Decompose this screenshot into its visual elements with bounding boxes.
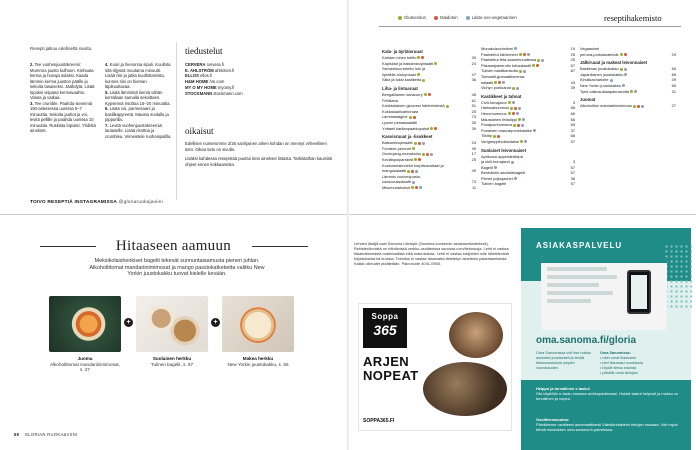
- diet-dot-icon: [633, 105, 636, 108]
- index-page-number: 73: [471, 114, 476, 120]
- legend-item: Gluteeniton: [398, 15, 426, 20]
- index-page-number: 39: [471, 125, 476, 131]
- index-page-number: 3: [572, 159, 575, 165]
- item-caption: [136, 356, 208, 367]
- phone-icon: [627, 270, 651, 314]
- oikaisut-paragraph: Edellisen numeromme 2/26 vanhjainen aihen kohdan on mennyt virheellinen tieto. Oikea tieto on sivulla.: [185, 141, 327, 152]
- index-page-number: 39: [671, 77, 676, 83]
- diet-dot-icon: [422, 79, 425, 82]
- index-page-number: 45: [471, 91, 476, 97]
- page-fold: [347, 0, 349, 450]
- legend-dot-icon: [398, 16, 402, 20]
- diet-dot-icon: [434, 62, 437, 65]
- index-entry[interactable]: Japanilainen juustokakku 65: [580, 71, 676, 77]
- index-page-number: 49: [471, 168, 476, 174]
- contact-row: H&M HOME hm.com: [185, 79, 225, 85]
- index-page-number: 65: [671, 66, 676, 72]
- diet-dot-icon: [524, 140, 527, 143]
- soppa365-ad[interactable]: [358, 303, 512, 431]
- index-title: reseptihakemisto: [604, 13, 662, 23]
- index-entry[interactable]: Punajuurihummus 65: [481, 122, 575, 128]
- index-page-number: 57: [570, 181, 575, 187]
- diet-dot-icon: [511, 161, 514, 164]
- index-entry[interactable]: Bagelit 57: [481, 164, 575, 170]
- diet-dot-icon: [424, 93, 427, 96]
- diet-dot-icon: [411, 170, 414, 173]
- index-category-heading: Juomat: [580, 97, 596, 103]
- diet-dot-icon: [428, 93, 431, 96]
- index-page-number: 57: [570, 170, 575, 176]
- index-entry[interactable]: lipstiklie-rückynsaat 47: [382, 71, 476, 77]
- ad-headline-1: ARJEN: [363, 354, 410, 369]
- diet-dot-icon: [493, 135, 496, 138]
- index-page-number: 57: [570, 138, 575, 144]
- index-entry[interactable]: Pienet pojisqachet 36: [481, 175, 575, 181]
- index-page-number: 39: [570, 85, 575, 91]
- contact-row: STOCKMANN stockmann.com: [185, 90, 243, 96]
- e-invoice-info: [536, 387, 682, 402]
- index-category-heading: Liha- ja lintuaruat: [382, 85, 418, 91]
- index-page-number: 17: [471, 151, 476, 157]
- index-entry[interactable]: Kapisidot ja balsamicopinaatti 24: [382, 60, 476, 66]
- index-page-number: 65: [671, 71, 676, 77]
- diet-dot-icon: [522, 118, 525, 121]
- instagram-handle: @gloriaruokajaviini: [118, 200, 163, 205]
- recipe-step: 2. Tee vuohenjuustokreemi: Murenna juusto kulhoon. Kiehauta kerma ja hunaja sulaksi. Kaada lämmin kerma juuston päälle ja sekoita tasaiseksi. Jäähdytä. Lisää lopuksi vispatut kermavaahto. Valuta ja vatkaa.: [30, 62, 95, 100]
- index-page-number: 51: [471, 103, 476, 109]
- index-entry[interactable]: Tulisen basilikarisotto 87: [481, 68, 575, 74]
- index-entry[interactable]: Tulinen bagelit 57: [481, 181, 575, 187]
- food-bowl-image: [449, 312, 503, 358]
- item-name: Juoma: [77, 356, 93, 361]
- instagram-label: TOIVO RESEPTIÄ INSTAGRAMISSA: [30, 200, 117, 205]
- service-feature-item: • näet omat tilauksesi: [600, 355, 636, 360]
- legend-dot-icon: [466, 16, 470, 20]
- index-page-number: 36: [471, 77, 476, 83]
- index-entry[interactable]: salaatti 43: [481, 79, 575, 85]
- diet-dot-icon: [520, 140, 523, 143]
- diet-dot-icon: [637, 105, 640, 108]
- index-page-number: 47: [471, 71, 476, 77]
- index-page-number: 57: [570, 62, 575, 68]
- diet-dot-icon: [532, 64, 535, 67]
- instagram-prompt: [30, 200, 175, 205]
- diet-legend: [398, 15, 517, 20]
- cheesecake-photo: [222, 296, 294, 352]
- diet-dot-icon: [620, 53, 623, 56]
- recipe-steps: [30, 62, 172, 139]
- legend-item: Maidoton: [434, 15, 458, 20]
- diet-dot-icon: [411, 186, 414, 189]
- index-page-number: 25: [570, 51, 575, 57]
- address-change-heading: Osoitteenmuutos:: [536, 417, 570, 422]
- diet-dot-icon: [641, 105, 644, 108]
- index-entry[interactable]: Bengalilainen karacurry 45: [382, 91, 476, 97]
- index-page-number: 30: [471, 55, 476, 60]
- index-entry[interactable]: couscoussalaatti 73: [382, 179, 476, 185]
- index-page-number: 57: [570, 164, 575, 170]
- contact-link[interactable]: ellos.fi: [200, 73, 213, 79]
- contact-link[interactable]: cervera.fi: [206, 62, 224, 67]
- recipe-step: 3. Tee crumble. Paahda siemeniä 150-asteisessa uunissa 5–7 minuuttia. Sekoita jauhot ja voi, levitä pellille ja paahda uunissa 10 minuuttia. Ruskista lopuksi. Yhdistä ainekset.: [30, 100, 96, 133]
- diet-dot-icon: [518, 118, 521, 121]
- diet-dot-icon: [415, 170, 418, 173]
- service-features-heading: Oma Sanomissa:: [600, 351, 631, 355]
- drink-photo: [49, 296, 121, 352]
- diet-dot-icon: [430, 127, 433, 130]
- index-entry[interactable]: Kevätspulparramit 25: [382, 156, 476, 162]
- index-page-number: 29: [671, 51, 676, 57]
- diet-dot-icon: [527, 53, 530, 56]
- item-name: Makea herkku: [242, 356, 274, 361]
- feature-title: Hitaaseen aamuun: [115, 238, 232, 254]
- index-page-number: 65: [671, 82, 676, 88]
- oikaisut-text: [185, 141, 335, 171]
- diet-dot-icon: [513, 124, 516, 127]
- bagel-photo: [136, 296, 208, 352]
- diet-dot-icon: [523, 53, 526, 56]
- diet-dot-icon: [426, 153, 429, 156]
- tiedustelut-heading: tiedustelut: [185, 46, 223, 56]
- index-entry[interactable]: Gochujang-munakoiso 17: [382, 151, 476, 157]
- magazine-name: GLORIAN RUOKA&VIINI: [24, 432, 78, 437]
- diet-dot-icon: [418, 158, 421, 161]
- index-entry[interactable]: Kukkakaalicarbonara 25: [382, 108, 476, 114]
- title-underline: [379, 26, 681, 27]
- index-column-2: [481, 46, 575, 187]
- index-page-number: 27: [671, 103, 676, 109]
- index-entry[interactable]: Vichyn porkkanat 39: [481, 85, 575, 91]
- recipe-step: 7. Levitä vuohenjuustokreemiä lautaselle. Lisää risottoa ja crumblea. Viimeistele ruohosipulilla.: [105, 122, 172, 139]
- diet-dot-icon: [421, 56, 424, 59]
- index-entry[interactable]: Maustainen fetadippi 66: [481, 116, 575, 122]
- contacts-list: [185, 62, 335, 96]
- recipe-step: 6. Lisää voi, parmesaani ja basilikapyreetä. Mausta suolalla ja pippurilla.: [105, 106, 169, 122]
- index-page-number: 66: [570, 133, 575, 139]
- index-entry[interactable]: Verigreippihollandaise 57: [481, 138, 575, 144]
- diet-dot-icon: [514, 177, 517, 180]
- diet-dot-icon: [516, 112, 519, 115]
- index-entry[interactable]: mangosalaatti 49: [382, 168, 476, 174]
- index-page-number: 25: [471, 108, 476, 114]
- diet-dot-icon: [414, 142, 417, 145]
- index-entry[interactable]: Siika ja tuksi kastiketta 36: [382, 77, 476, 83]
- diet-dot-icon: [624, 53, 627, 56]
- contact-row: MY O MY HOME myomy.fi: [185, 84, 235, 90]
- diet-dot-icon: [414, 158, 417, 161]
- index-category-heading: Kastikkeet ja tahnat: [481, 93, 522, 99]
- dot-pattern-decoration: [664, 244, 692, 308]
- diet-dot-icon: [518, 107, 521, 110]
- diet-dot-icon: [541, 59, 544, 62]
- item-caption: [49, 356, 121, 373]
- feature-subtitle: Meksikolaishenkiset bagelit tekevät sunnuntaiaamusta pienen juhlan. Alkoholittomat mandariinimimosat ja mango passiokatkeketta valitku New Yorkin juustokakku tuovat kielelle kevään.: [89, 258, 265, 278]
- index-page-number: 24: [471, 140, 476, 146]
- diet-dot-icon: [497, 135, 500, 138]
- diet-dot-icon: [512, 101, 515, 104]
- diet-dot-icon: [533, 129, 536, 132]
- item-desc: Tulinen bagelit, s. 57: [150, 361, 194, 367]
- ad-headline-2: NOPEAT: [363, 368, 419, 383]
- diet-dot-icon: [630, 90, 633, 93]
- index-entry[interactable]: Munakoisochnitzel 19: [481, 46, 575, 51]
- legend-dot-icon: [434, 16, 438, 20]
- index-entry[interactable]: Kreikkalainen glouvesi härärnintestä 51: [382, 103, 476, 109]
- index-entry[interactable]: Ynttaeli karitanpaahtopaistt 39: [382, 125, 476, 131]
- diet-dot-icon: [517, 124, 520, 127]
- index-page-number: 3: [572, 99, 575, 105]
- index-entry[interactable]: New Yorkin juustokakku 65: [580, 82, 676, 88]
- item-caption: [222, 356, 294, 367]
- legend-item: Lakto-ovo-vegetaarinen: [466, 15, 517, 20]
- index-page-number: 11: [471, 184, 476, 190]
- diet-dot-icon: [510, 107, 513, 110]
- diet-dot-icon: [498, 81, 501, 84]
- index-entry[interactable]: Vegaaniset: [580, 46, 676, 52]
- diet-dot-icon: [409, 116, 412, 119]
- e-invoice-heading: Helppo ja turvallinen e-lasku!: [536, 386, 591, 391]
- diet-dot-icon: [514, 47, 517, 50]
- service-url-link[interactable]: oma.sanoma.fi/gloria: [536, 335, 637, 346]
- index-page-number: 36: [570, 175, 575, 181]
- section-divider: [349, 214, 696, 215]
- index-category-heading: Kasvisruuat ja -lisukkeet: [382, 134, 433, 140]
- diet-dot-icon: [634, 90, 637, 93]
- oikaisut-heading: oikaisut: [185, 126, 214, 136]
- diet-dot-icon: [412, 181, 415, 184]
- pan-image: [423, 362, 507, 416]
- plus-icon: +: [124, 318, 133, 327]
- item-desc: Alkoholittomat mandariinimimosat, s. 27: [50, 361, 120, 373]
- index-entry[interactable]: Alkoholiton mandariinimimosa 27: [580, 103, 676, 109]
- diet-dot-icon: [418, 142, 421, 145]
- item-desc: New Yorkin juustokakku, s. 65: [227, 361, 289, 367]
- index-entry[interactable]: Tomaatti-granaattiomena-: [481, 74, 575, 80]
- item-name: Suolainen herkku: [152, 356, 192, 361]
- page-number: 88: [14, 432, 20, 437]
- e-invoice-text: Ota käyttöön e-lasku omassa verkkopankissasi. Hoidat laskut helposti ja maksu on turvallinen ja nopea.: [536, 390, 679, 401]
- diet-dot-icon: [508, 112, 511, 115]
- index-page-number: 39: [471, 145, 476, 151]
- diet-dot-icon: [624, 68, 627, 71]
- diet-dot-icon: [417, 73, 420, 76]
- index-entry[interactable]: Frittikana 61: [382, 97, 476, 103]
- diet-dot-icon: [412, 147, 415, 150]
- index-page-number: 66: [570, 116, 575, 122]
- index-page-number: 73: [471, 179, 476, 185]
- soppa365-logo: Soppa 365: [363, 308, 407, 348]
- index-entry[interactable]: Tymi-valkosuklaapannacotta 31: [580, 88, 676, 94]
- section-divider: [0, 214, 347, 215]
- diet-dot-icon: [519, 70, 522, 73]
- diet-dot-icon: [512, 87, 515, 90]
- contact-row: E. AHLSTRÖM ahlstrom.fi: [185, 67, 235, 73]
- index-entry[interactable]: Tiikitip 66: [481, 133, 575, 139]
- index-page-number: 25: [471, 156, 476, 162]
- diet-dot-icon: [422, 153, 425, 156]
- diet-dot-icon: [536, 64, 539, 67]
- index-page-number: 35: [471, 119, 476, 125]
- diet-dot-icon: [494, 81, 497, 84]
- column-divider: [176, 42, 177, 200]
- index-entry[interactable]: Pistaasipaneroitu tofusalaatti 57: [481, 62, 575, 68]
- index-category-heading: Jälkiruuat ja makeat leivonnaiset: [580, 60, 648, 66]
- imprint-text: Lehden läsäjä osat Sanoma Lifestyle (Sanoma konsernin asiakasrekisterissä). Rekisteröinnistä on nähtävissä verkko-osoitteessa sanoma.com/tietosuoja. Lehti ei vastaa tilaamattomasta materiaalista eikä mainoksista. Lehti ei vastaa lukijoiden sille lähettämistä kirjoituksista tai kuvista. Toimitus ei vastaa tilaamatta lähetetyn aineiston palauttamisesta. Kaikki oikeudet pidätetään. Painotuote 4041-0955.: [354, 241, 509, 266]
- recipe-step: 4. Kuori ja hienonna sipuli. Kuullota sitä öljyssä muutama minuutti. Lisää riisi ja jatka kuullottamista, kunnes riisi on hieman läpikuultavaa.: [105, 62, 171, 89]
- index-entry[interactable]: Lammastagine 73: [382, 114, 476, 120]
- index-entry[interactable]: Aprikoosi-appelsiinileipä: [481, 154, 575, 160]
- contact-link[interactable]: ahlstrom.fi: [214, 67, 235, 73]
- index-entry[interactable]: Baskiman juustokakku 65: [580, 66, 676, 72]
- index-entry[interactable]: Balsamicopinaatti 24: [382, 140, 476, 146]
- index-entry[interactable]: Benedictin aamiaisbagelit 57: [481, 170, 575, 176]
- diet-dot-icon: [508, 101, 511, 104]
- diet-dot-icon: [434, 127, 437, 130]
- diet-dot-icon: [430, 153, 433, 156]
- index-page-number: 31: [671, 88, 676, 94]
- index-page-number: 65: [570, 122, 575, 128]
- diet-dot-icon: [620, 68, 623, 71]
- diet-dot-icon: [523, 70, 526, 73]
- index-page-number: 66: [570, 110, 575, 116]
- index-page-number: 87: [570, 68, 575, 74]
- contact-link[interactable]: myomy.fi: [217, 84, 235, 90]
- index-page-number: 19: [570, 46, 575, 51]
- diet-dot-icon: [610, 79, 613, 82]
- index-entry[interactable]: Misomunakoisot 11: [382, 184, 476, 190]
- diet-dot-icon: [514, 107, 517, 110]
- diet-dot-icon: [502, 81, 505, 84]
- recipe-step: 5. Lisää lämmintä liemiä vähän kerrallaan samalla sekoittaen. Kypsennä risottoa 15–20 minuuttia.: [105, 89, 171, 106]
- ad-url[interactable]: SOPPA365.FI: [363, 418, 395, 424]
- diet-dot-icon: [419, 186, 422, 189]
- index-entry[interactable]: peruna-porkkanaleivät 29: [580, 51, 676, 57]
- diet-dot-icon: [624, 73, 627, 76]
- address-change-text: Päivitämme osoitteesi automaattisesti Väestörekisterin tietojen mukaan. Voit myös tehdä muutoksen oma.sanoma.fi-palvelussa.: [536, 421, 678, 432]
- oikaisut-paragraph: Lisäksi kahdessa reseptissä puuttui tieto ainekset listasta. Tarkistathan kauniisti ohjeet ennen kokkaamista.: [185, 156, 333, 167]
- index-entry[interactable]: Harissahummus 66: [481, 105, 575, 111]
- service-description: Oma Sanomassa voit itse hoitaa asiointisi joustavasti ja tehdä tilausmuutoksia ympäri vuorokauden.: [536, 351, 591, 370]
- service-features: [600, 351, 676, 376]
- index-entry[interactable]: Siemenkuorrutettu lohi ja: [382, 66, 476, 72]
- diet-dot-icon: [512, 112, 515, 115]
- index-page-number: 37: [570, 127, 575, 133]
- index-column-3: [580, 46, 676, 109]
- diet-dot-icon: [494, 166, 497, 169]
- index-category-heading: Kala- ja äyriäisruuat: [382, 49, 423, 54]
- index-entry[interactable]: Lyonin persassalattii 35: [382, 119, 476, 125]
- contact-row: ELLOS ellos.fi: [185, 73, 213, 79]
- index-entry[interactable]: Kahden lohen keitto 30: [382, 55, 476, 60]
- recipe-continuation-note: Resepti jatkuu edelliseltä sivulta.: [30, 46, 93, 51]
- index-entry[interactable]: Chili-hunajavoi 3: [481, 99, 575, 105]
- diet-dot-icon: [407, 170, 410, 173]
- service-feature-item: • päivität omia tietojasi: [600, 370, 638, 375]
- website-mockup-image: [541, 256, 667, 330]
- service-feature-item: • löydät tietoa eduista: [600, 365, 637, 370]
- index-entry[interactable]: Paahdetut kikherneet 25: [481, 51, 575, 57]
- page-footer: [14, 432, 77, 437]
- index-entry[interactable]: Hernehummus 66: [481, 110, 575, 116]
- index-page-number: 43: [570, 79, 575, 85]
- index-page-number: 61: [471, 97, 476, 103]
- index-page-number: 24: [471, 60, 476, 66]
- diet-dot-icon: [413, 116, 416, 119]
- index-entry[interactable]: Kookosmaimoidut kurpitsavartaat ja: [382, 163, 476, 169]
- index-entry[interactable]: Lämmin vuohenjuusto-: [382, 174, 476, 180]
- diet-dot-icon: [519, 53, 522, 56]
- service-feature-item: • teet tilaustasi muutoksia: [600, 360, 643, 365]
- plus-icon: +: [211, 318, 220, 327]
- index-entry[interactable]: Punainen mascarponekastike 37: [481, 127, 575, 133]
- diet-dot-icon: [516, 87, 519, 90]
- contact-link[interactable]: hm.com: [209, 79, 225, 85]
- diet-dot-icon: [521, 124, 524, 127]
- index-page-number: 66: [570, 105, 575, 111]
- index-page-number: 25: [570, 57, 575, 63]
- diet-dot-icon: [422, 142, 425, 145]
- diet-dot-icon: [446, 105, 449, 108]
- index-column-1: [382, 46, 476, 190]
- index-category-heading: Suolaiset leivonnaiset: [481, 147, 527, 153]
- diet-dot-icon: [415, 186, 418, 189]
- diet-dot-icon: [417, 56, 420, 59]
- diet-dot-icon: [537, 59, 540, 62]
- contact-link[interactable]: stockmann.com: [213, 90, 243, 96]
- index-entry[interactable]: Paahdetut feta-kasarmunatessa 25: [481, 57, 575, 63]
- address-change-info: [536, 418, 682, 433]
- index-entry[interactable]: Fondent-perunat 39: [382, 145, 476, 151]
- contact-row: CERVERA cervera.fi: [185, 62, 224, 67]
- index-entry[interactable]: Kirsikkacharlotte 39: [580, 77, 676, 83]
- index-entry[interactable]: ja chili-hunajavoi 3: [481, 159, 575, 165]
- service-title: ASIAKASPALVELU: [536, 241, 623, 250]
- diet-dot-icon: [622, 84, 625, 87]
